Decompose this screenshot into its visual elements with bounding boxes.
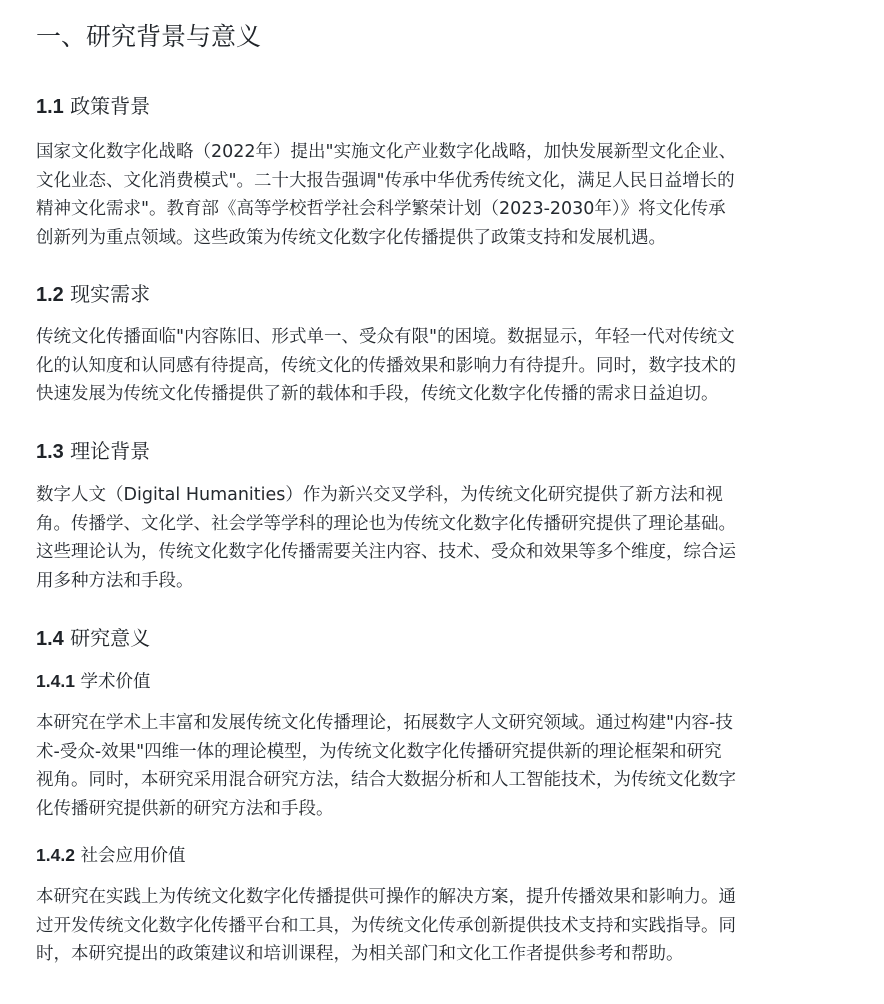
text-line: 化的认知度和认同感有待提高，传统文化的传播效果和影响力有待提升。同时，数字技术的 xyxy=(36,355,736,376)
text-line: 视角。同时，本研究采用混合研究方法，结合大数据分析和人工智能技术，为传统文化数字 xyxy=(36,770,736,790)
paragraph-social-application-value xyxy=(36,883,848,969)
paragraph-academic-value xyxy=(36,709,848,823)
section-number: 1.3 xyxy=(36,441,64,463)
text-line: 数字人文（Digital Humanities）作为新兴交叉学科，为传统文化研究提供了新方法和视 xyxy=(36,485,723,505)
text-line: 国家文化数字化战略（2022年）提出"实施文化产业数字化战略，加快发展新型文化企业、 xyxy=(36,142,737,162)
document-title: 一、研究背景与意义 xyxy=(36,22,262,51)
text-line: 时，本研究提出的政策建议和培训课程，为相关部门和文化工作者提供参考和帮助。 xyxy=(36,944,684,964)
section-heading-theoretical-background xyxy=(36,437,150,466)
paragraph-policy-background xyxy=(36,138,848,252)
text-line: 本研究在实践上为传统文化数字化传播提供可操作的解决方案，提升传播效果和影响力。通 xyxy=(36,887,736,907)
text-line: 用多种方法和手段。 xyxy=(36,570,194,591)
paragraph-practical-needs xyxy=(36,323,848,409)
subsection-number: 1.4.1 xyxy=(36,671,75,691)
paragraph-theoretical-background xyxy=(36,481,848,595)
section-number: 1.1 xyxy=(36,96,64,118)
text-line: 精神文化需求"。教育部《高等学校哲学社会科学繁荣计划（2023-2030年）》将文化传承 xyxy=(36,199,726,219)
subsection-title: 社会应用价值 xyxy=(80,846,186,866)
subsection-title: 学术价值 xyxy=(80,672,151,692)
section-title: 研究意义 xyxy=(70,626,151,650)
text-line: 快速发展为传统文化传播提供了新的载体和手段，传统文化数字化传播的需求日益迫切。 xyxy=(36,384,719,404)
text-line: 术-受众-效果"四维一体的理论模型，为传统文化数字化传播研究提供新的理论框架和研究 xyxy=(36,741,722,762)
section-number: 1.4 xyxy=(36,628,64,650)
section-heading-practical-needs xyxy=(36,280,150,309)
text-line: 过开发传统文化数字化传播平台和工具，为传统文化传承创新提供技术支持和实践指导。同 xyxy=(36,915,736,936)
section-number: 1.2 xyxy=(36,284,64,306)
text-line: 化传播研究提供新的研究方法和手段。 xyxy=(36,798,334,819)
text-line: 角。传播学、文化学、社会学等学科的理论也为传统文化数字化传播研究提供了理论基础。 xyxy=(36,513,736,534)
subsection-heading-social-application-value xyxy=(36,842,186,869)
text-line: 文化业态、文化消费模式"。二十大报告强调"传承中华优秀传统文化，满足人民日益增长的 xyxy=(36,170,735,191)
text-line: 创新列为重点领域。这些政策为传统文化数字化传播提供了政策支持和发展机遇。 xyxy=(36,227,666,248)
section-title: 理论背景 xyxy=(70,439,151,463)
text-line: 传统文化传播面临"内容陈旧、形式单一、受众有限"的困境。数据显示，年轻一代对传统文 xyxy=(36,327,735,347)
section-heading-research-significance xyxy=(36,624,150,653)
section-heading-policy-background xyxy=(36,92,150,121)
text-line: 这些理论认为，传统文化数字化传播需要关注内容、技术、受众和效果等多个维度，综合运 xyxy=(36,542,736,562)
section-title: 现实需求 xyxy=(70,282,151,306)
section-title: 政策背景 xyxy=(70,94,151,118)
subsection-number: 1.4.2 xyxy=(36,845,75,865)
subsection-heading-academic-value xyxy=(36,668,151,695)
text-line: 本研究在学术上丰富和发展传统文化传播理论，拓展数字人文研究领域。通过构建"内容-技 xyxy=(36,713,733,733)
